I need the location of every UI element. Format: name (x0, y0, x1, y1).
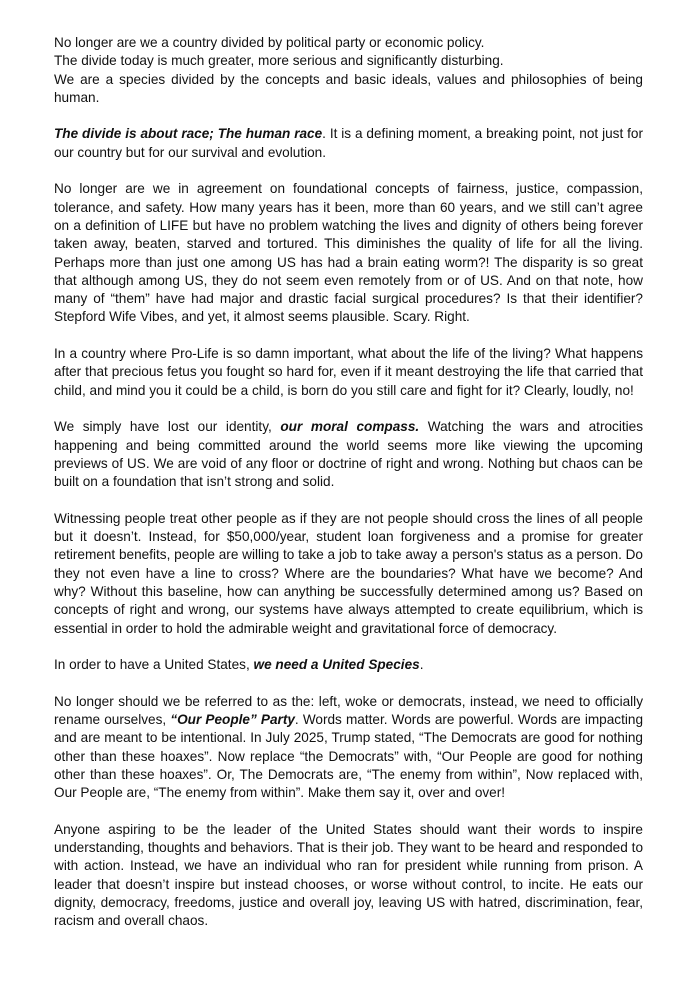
paragraph-text: . Words matter. Words are powerful. Words are impacting and are meant to be intentional. In July 2025, Trump stated, “The Democrats are good for nothing other than these hoaxes”. Now replace “the Democrats” with, “Our People are good for nothing other than these hoaxes”. Or, The Democrats are, “The enemy from within”, Now replaced with, Our People are, “The enemy from within”. Make them say it, over and over! (54, 711, 644, 801)
paragraph-text: In order to have a United States, (54, 657, 254, 673)
intro-line-3: We are a species divided by the concepts and basic ideals, values and philosophies of being human. (54, 71, 643, 105)
paragraph-human-race (54, 125, 643, 162)
paragraph-pro-life (54, 345, 643, 400)
paragraph-leader (54, 821, 643, 931)
paragraph-our-people-party (54, 693, 643, 803)
document-body (54, 34, 643, 931)
paragraph-text: In a country where Pro-Life is so damn important, what about the life of the living? What happens after that precious fetus you fought so hard for, even if it meant destroying the life that carried that child, and mind you it could be a child, is born do you still care and fight for it? Clearly, loudly, no! (54, 346, 643, 398)
paragraph-text: No longer should we be referred to as the: left, woke or democrats, instead, we need to officially rename ourselves, (54, 693, 643, 727)
paragraph-text: . (419, 657, 424, 673)
intro-line-1: No longer are we a country divided by political party or economic policy. (54, 35, 485, 50)
paragraph-text: . It is a defining moment, a breaking point, not just for our country but for our survival and evolution. (54, 126, 643, 160)
paragraph-text: Anyone aspiring to be the leader of the United States should want their words to inspire understanding, thoughts and behaviors. That is their job. They want to be heard and responded to with action. Instead, we have an individual who ran for president while running from prison. A leader that doesn’t inspire but instead chooses, or worse without control, to incite. He eats our dignity, democracy, freedoms, justice and overall joy, leaving US with hatred, discrimination, fear, racism and overall chaos. (54, 821, 643, 929)
paragraph-witnessing (54, 510, 643, 638)
paragraph-text: No longer are we in agreement on foundational concepts of fairness, justice, compassion, tolerance, and safety. How many years has it been, more than 60 years, and we still can’t agree on a definition of LIFE but have no problem watching the lives and dignity of others being forever taken away, beaten, starved and tortured. This diminishes the quality of life for all the living. Perhaps more than just one among US has had a brain eating worm?! The disparity is so great that although among US, they do not seem even remotely from or of US. And on that note, how many of “them” have had major and drastic facial surgical procedures? Is that their identifier? Stepford Wife Vibes, and yet, it almost seems plausible. Scary. Right. (54, 181, 643, 325)
intro-line-2: The divide today is much greater, more serious and significantly disturbing. (54, 53, 504, 69)
paragraph-intro (54, 34, 643, 107)
emphasis-our-people-party: “Our People” Party (170, 711, 295, 727)
emphasis-united-species: we need a United Species (253, 657, 420, 673)
paragraph-foundational-concepts (54, 180, 643, 326)
paragraph-united-species (54, 656, 643, 674)
paragraph-moral-compass (54, 418, 643, 491)
paragraph-text: Witnessing people treat other people as if they are not people should cross the lines of all people but it doesn’t. Instead, for $50,000/year, student loan forgiveness and a promise for greater retirement benefits, people are willing to take a job to take away a person's status as a person. Do they not even have a line to cross? Where are the boundaries? What have we become? And why? Without this baseline, how can anything be successfully determined among us? Based on concepts of right and wrong, our systems have always attempted to create equilibrium, which is essential in order to hold the admirable weight and gravitational force of democracy. (54, 510, 643, 636)
paragraph-text: We simply have lost our identity, (54, 419, 281, 435)
emphasis-human-race: The divide is about race; The human race (54, 126, 323, 142)
emphasis-moral-compass: our moral compass. (280, 419, 420, 435)
paragraph-text: Watching the wars and atrocities happening and being committed around the world seems more like viewing the upcoming previews of US. We are void of any floor or doctrine of right and wrong. Nothing but chaos can be built on a foundation that isn’t strong and solid. (54, 419, 643, 490)
